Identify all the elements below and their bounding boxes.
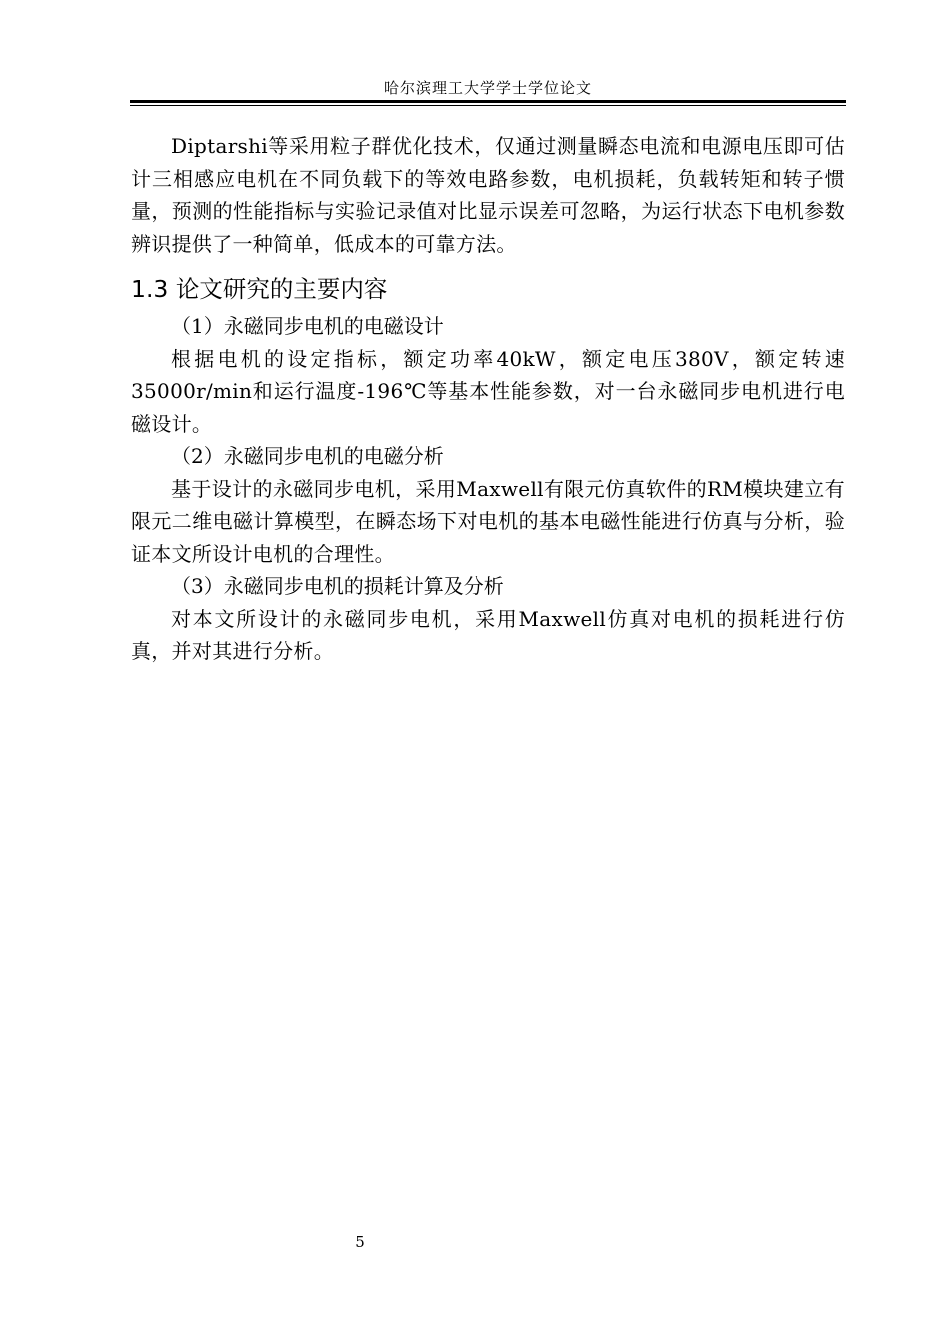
section-heading: 1.3 论文研究的主要内容 bbox=[131, 275, 388, 303]
list-item-title-1: （1）永磁同步电机的电磁设计 bbox=[171, 314, 444, 338]
header-rule-thin bbox=[130, 105, 846, 106]
list-item-text-2: 基于设计的永磁同步电机，采用Maxwell有限元仿真软件的RM模块建立有限元二维电磁计算模型，在瞬态场下对电机的基本电磁性能进行仿真与分析，验证本文所设计电机的合理性。 bbox=[131, 476, 845, 566]
list-item-title-3: （3）永磁同步电机的损耗计算及分析 bbox=[171, 574, 504, 598]
list-item-text-1: 根据电机的设定指标，额定功率40kW，额定电压380V，额定转速35000r/min和运行温度-196℃等基本性能参数，对一台永磁同步电机进行电磁设计。 bbox=[131, 346, 845, 436]
list-item-text-3: 对本文所设计的永磁同步电机，采用Maxwell仿真对电机的损耗进行仿真，并对其进行分析。 bbox=[131, 606, 845, 663]
page-body bbox=[131, 130, 845, 668]
header-rule-thick bbox=[130, 100, 846, 103]
page-number: 5 bbox=[355, 1233, 365, 1251]
running-header: 哈尔滨理工大学学士学位论文 bbox=[383, 79, 592, 97]
list-item-title-2: （2）永磁同步电机的电磁分析 bbox=[171, 444, 444, 468]
body-paragraph-intro: Diptarshi等采用粒子群优化技术，仅通过测量瞬态电流和电源电压即可估计三相感应电机在不同负载下的等效电路参数，电机损耗，负载转矩和转子惯量，预测的性能指标与实验记录值对比显示误差可忽略，为运行状态下电机参数辨识提供了一种简单，低成本的可靠方法。 bbox=[131, 134, 845, 256]
